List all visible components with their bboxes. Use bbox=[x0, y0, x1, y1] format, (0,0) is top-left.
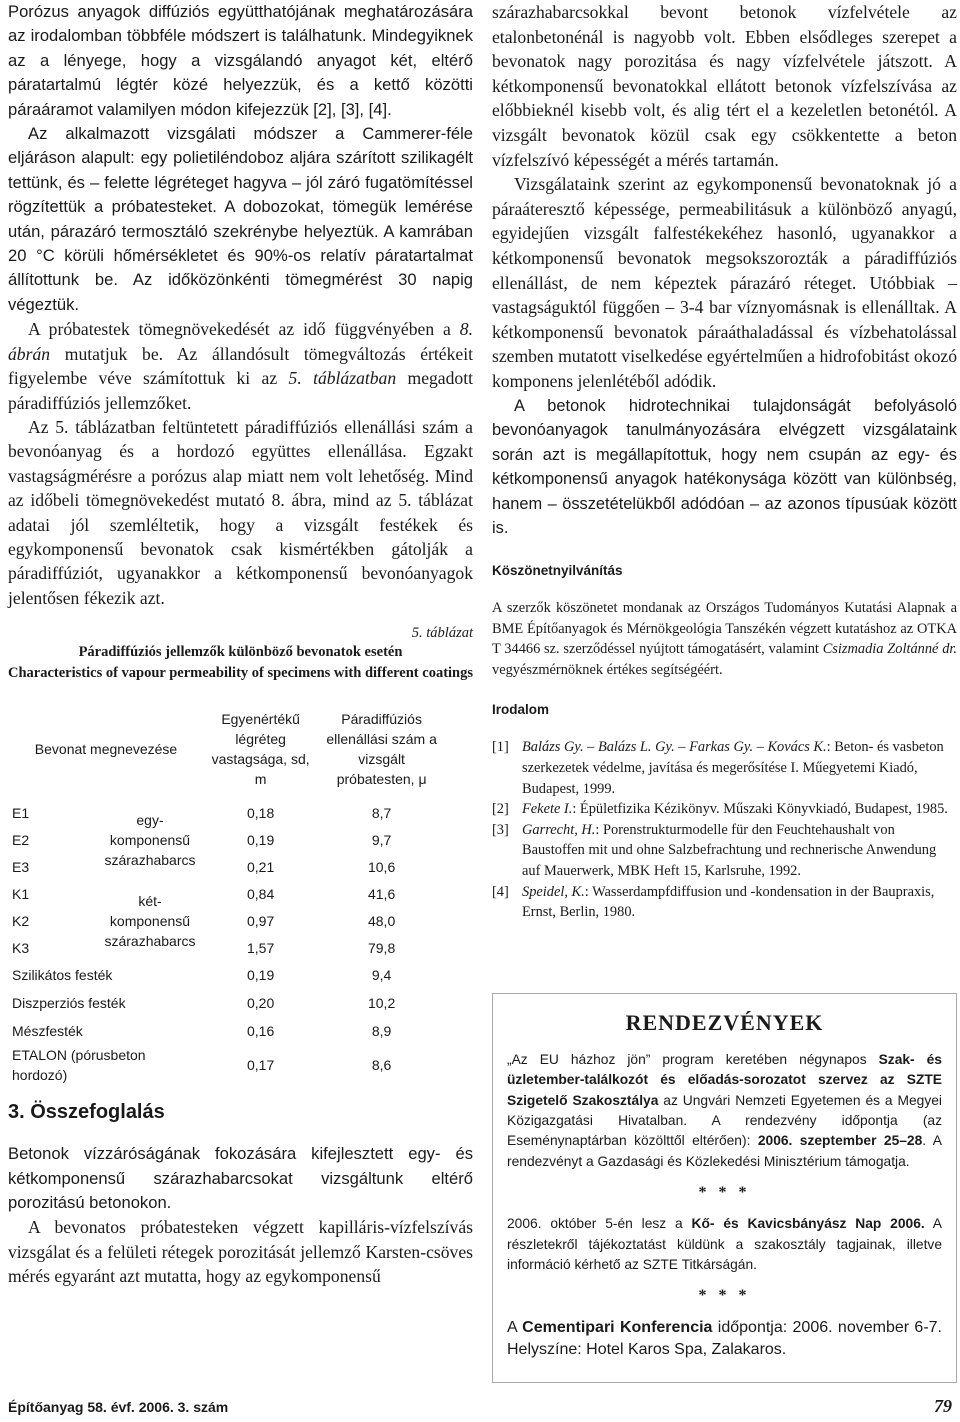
data-table bbox=[8, 699, 446, 1085]
separator: * * * bbox=[698, 1184, 751, 1202]
table-row: K1 két-komponensű szárazhabarcs 0,84 41,6 bbox=[8, 880, 446, 907]
table-row: Mészfesték 0,16 8,9 bbox=[12, 1023, 392, 1040]
separator: * * * bbox=[698, 1287, 751, 1305]
group-label: két-komponensű szárazhabarcs bbox=[104, 892, 196, 949]
header-name: Bevonat megnevezése bbox=[34, 741, 178, 758]
acknowledgement-text: A szerzők köszönetet mondanak az Országos Tudományos Kutatási Alapnak a BME Építőanyagok és Mérnökgeológia Tanszékén végzett kutatáshoz az OTKA T 34466 sz. szerződéssel nyújtott támogatásért, valamint Csizmadia Zoltánné dr. vegyészmérnöknek értékes segítségéért. bbox=[492, 600, 957, 678]
event-item: 2006. október 5-én lesz a Kő- és Kavicsbányász Nap 2006. A részletekről tájékoztatást küldünk a szakosztály tagjainak, illetve információ kérhető az SZTE Titkárságán. bbox=[507, 1216, 942, 1273]
paragraph: Az alkalmazott vizsgálati módszer a Cammerer-féle eljáráson alapult: egy polietiléndoboz aljára szárított szilikagélt tettünk, és – felette légréteget hagyva – jól záró fugatömítéssel rögzítettük a próbatesteket. A dobozokat, tömegük lemérése után, párazáró termosztáló szekrénybe helyeztük. A kamrában 20 °C körüli hőmérsékletet és 90%-os relatív páratartalmat állítottunk be. Az időközönkénti tömegmérést 30 napig végeztük. bbox=[8, 124, 473, 314]
table-row: E3 0,21 10,6 bbox=[12, 858, 396, 875]
paragraph: A betonok hidrotechnikai tulajdonságát befolyásoló bevonóanyagok tanulmányozására elvégzett vizsgálataink során azt is megállapítottuk, hogy nem csupán az egy- és kétkomponensű anyagok hatékonysága között van különbség, hanem – összetételükből adódóan – az azonos típusúak között is. bbox=[492, 396, 957, 538]
events-title: RENDEZVÉNYEK bbox=[625, 1009, 824, 1035]
event-item: A Cementipari Konferencia időpontja: 2006. november 6-7. Helyszíne: Hotel Karos Spa, Zalakaros. bbox=[507, 1319, 942, 1359]
acknowledgement-heading: Köszönetnyilvánítás bbox=[492, 563, 623, 579]
section-heading: 3. Összefoglalás bbox=[8, 1101, 165, 1124]
table-number: 5. táblázat bbox=[411, 625, 473, 642]
table-row: ETALON (pórusbeton hordozó) 0,17 8,6 bbox=[12, 1047, 392, 1084]
left-column bbox=[8, 0, 473, 1289]
reference-item: [3] Garrecht, H.: Porenstrukturmodelle für den Feuchtehaushalt von Baustoffen mit und ohne Salzbefrachtung und rechnerische Anwendung auf Mauerwerk, MBK Heft 15, Karlsruhe, 1992. bbox=[492, 821, 937, 879]
table-row: E1 egy-komponensű szárazhabarcs 0,18 8,7 bbox=[8, 799, 446, 826]
right-column bbox=[492, 0, 957, 1383]
paragraph: Az 5. táblázatban feltüntetett páradiffúziós ellenállási szám a bevonóanyag és a hordozó együttes ellenállása. Egzakt vastagságmérésre a porózus alap miatt nem volt lehetőség. Mind az időbeli tömegnövekedést mutató 8. ábra, mind az 5. táblázat adatai jól szemléltetik, hogy a vizsgált festékek és egykomponensű bevonatok csak kismértékben gátolják a páradiffúziót, ugyanakkor a kétkomponensű bevonóanyagok jelentősen fékezik azt. bbox=[8, 416, 473, 608]
page-number: 79 bbox=[934, 1396, 952, 1416]
table-row: Diszperziós festék 0,20 10,2 bbox=[12, 995, 396, 1012]
group-label: egy-komponensű szárazhabarcs bbox=[104, 811, 196, 868]
table-title-en: Characteristics of vapour permeability of specimens with different coatings bbox=[8, 664, 474, 681]
table-row: K3 1,57 79,8 bbox=[12, 939, 396, 956]
reference-item: [2] Fekete I.: Épületfizika Kézikönyv. Műszaki Könyvkiadó, Budapest, 1985. bbox=[492, 801, 948, 818]
header-sd: Egyenértékű légréteg vastagsága, sd, m bbox=[211, 711, 310, 788]
event-item: „Az EU házhoz jön” program keretében négynapos Szak- és üzletember-találkozót és előadás-sorozatot szervez az SZTE Szigetelő Szakosztálya az Ungvári Nemzeti Egyetemen és a Megyei Közigazgatási Hivatalban. A rendezvény időpontja (az Eseménynaptárban közölttől eltérően): 2006. szeptember 25–28. A rendezvényt a Gazdasági és Közlekedési Minisztérium támogatja. bbox=[507, 1051, 942, 1169]
header-mu: Páradiffúziós ellenállási szám a vizsgált próbatesten, μ bbox=[326, 711, 437, 788]
paragraph: Porózus anyagok diffúziós együtthatójának meghatározására az irodalomban többféle módszert is találhatunk. Mindegyiknek az a lényege, hogy a vizsgálandó anyagot két, eltérő páratartalmú légtér közé helyezzük, és a kettő közötti páraáramot valamilyen módon kifejezzük [2], [3], [4]. bbox=[8, 2, 473, 119]
paragraph: A próbatestek tömegnövekedését az idő függvényében a 8. ábrán mutatjuk be. Az állandósult tömegváltozás értékeit figyelembe véve számítottuk ki az 5. táblázatban megadott páradiffúziós jellemzőket. bbox=[8, 319, 473, 413]
journal-footer: Építőanyag 58. évf. 2006. 3. szám bbox=[8, 1399, 229, 1415]
paragraph: A bevonatos próbatesteken végzett kapilláris-vízfelszívás vizsgálat és a felületi rétegek porozitását jellemző Karsten-csöves mérés egyaránt azt mutatta, hogy az egykomponensű bbox=[8, 1217, 473, 1287]
paragraph: szárazhabarcsokkal bevont betonok vízfelvétele az etalonbetonénál is nagyobb volt. Ebben elsődleges szerepet a bevonatok nagy porozitása és nagy vízfelvétele játszott. A kétkomponensű bevonatokkal ellátott betonok vízfelszívása az előbbieknél kisebb volt, és alig tért el a kezeletlen betonétól. A vizsgált bevonatok közül csak egy csökkentette a beton vízfelszívó képességét a mérés tartamán. bbox=[492, 2, 957, 170]
table-header-row bbox=[8, 699, 446, 799]
table-title-hu: Páradiffúziós jellemzők különböző bevonatok esetén bbox=[78, 644, 403, 661]
references-heading: Irodalom bbox=[492, 702, 550, 718]
paragraph: Betonok vízzáróságának fokozására kifejlesztett egy- és kétkomponensű szárazhabarcsokat vizsgáltunk eltérő porozitású betonokon. bbox=[8, 1144, 473, 1212]
reference-item: [4] Speidel, K.: Wasserdampfdiffusion und -kondensation in der Baupraxis, Ernst, Berlin, 1980. bbox=[492, 883, 935, 921]
table-row: K2 0,97 48,0 bbox=[12, 912, 396, 929]
table-row: E2 0,19 9,7 bbox=[12, 831, 392, 848]
events-box bbox=[492, 993, 957, 1383]
reference-list bbox=[492, 737, 957, 922]
reference-item: [1] Balázs Gy. – Balázs L. Gy. – Farkas Gy. – Kovács K.: Beton- és vasbeton szerkezetek védelme, javítása és megerősítése I. Műegyetemi Kiadó, Budapest, 1999. bbox=[492, 739, 944, 797]
table-row: Szilikátos festék 0,19 9,4 bbox=[12, 967, 392, 984]
paragraph: Vizsgálataink szerint az egykomponensű bevonatoknak jó a páraáteresztő képessége, permeabilitásuk a különböző anyagú, egyidejűen vizsgált falfestékekéhez hasonló, ugyanakkor a kétkomponensű bevonatok megsokszorozták a páradiffúziós ellenállást, de nem képeztek párazáró réteget. Utóbbiak – vastagságuktól függően – 3-4 bar víznyomásnak is ellenálltak. A kétkomponensű bevonatok páraáthaladással és vízbehatolással szemben mutatott viselkedése egyértelműen a hidrofobitást okozó komponens jelenlétéből adódik. bbox=[492, 174, 957, 391]
